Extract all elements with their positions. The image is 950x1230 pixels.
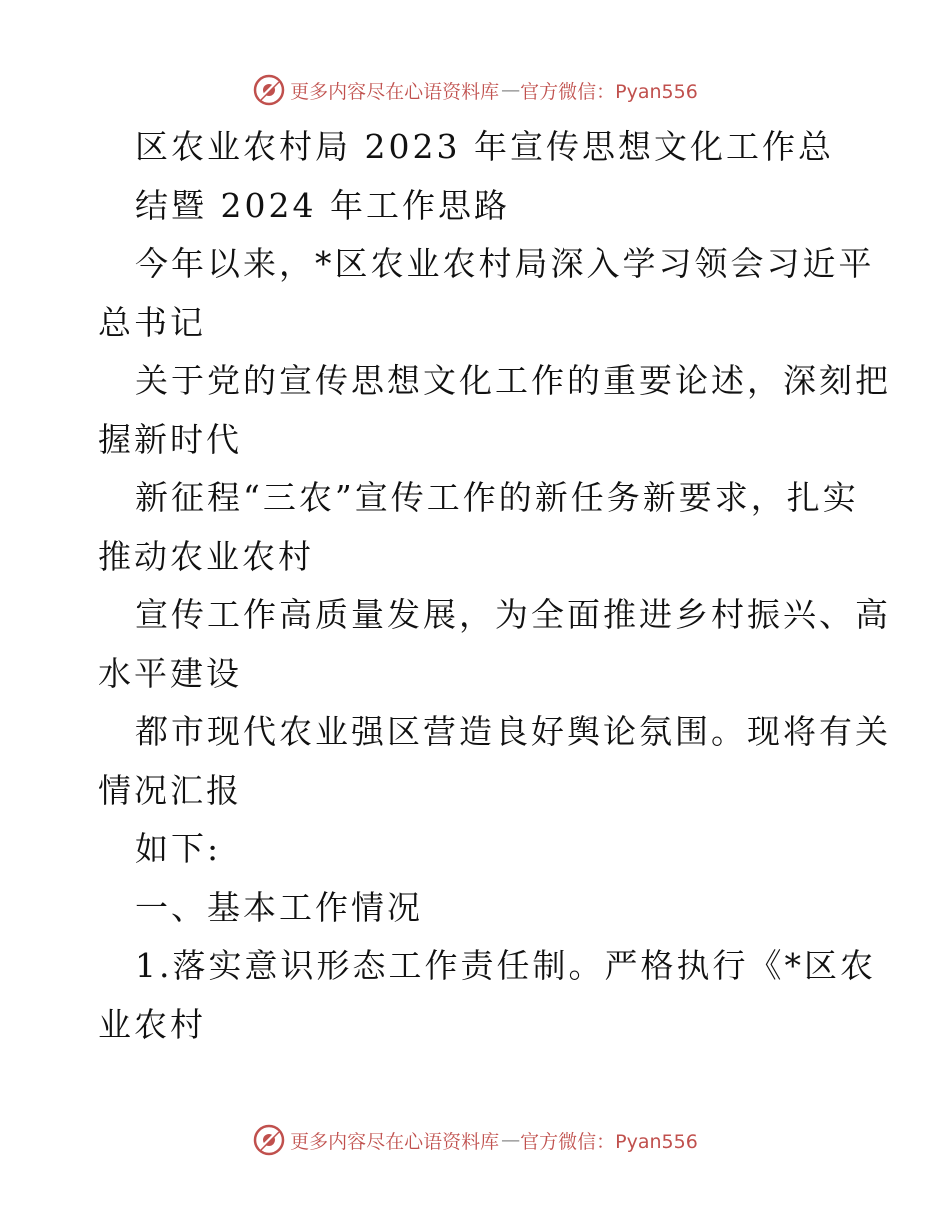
paragraph-line: 推动农业农村 (98, 536, 314, 576)
footer-watermark (0, 1120, 950, 1160)
watermark-wechat: 官方微信：Pyan556 (520, 1130, 698, 1153)
watermark-separator: — (501, 79, 521, 101)
section-heading: 一、基本工作情况 (135, 887, 423, 927)
watermark-logo-icon (252, 73, 286, 107)
watermark-text: 更多内容尽在心语资料库 (290, 80, 500, 103)
paragraph-line: 今年以来，*区农业农村局深入学习领会习近平 (135, 244, 875, 283)
paragraph-line: 宣传工作高质量发展，为全面推进乡村振兴、高 (135, 595, 891, 634)
paragraph-line: 情况汇报 (98, 770, 242, 810)
paragraph-line: 水平建设 (98, 653, 242, 693)
paragraph-line: 业农村 (98, 1004, 206, 1044)
watermark-logo-icon (252, 1123, 286, 1157)
paragraph-line: 新征程“三农”宣传工作的新任务新要求，扎实 (135, 478, 859, 517)
paragraph-line: 1.落实意识形态工作责任制。严格执行《*区农 (135, 946, 876, 985)
paragraph-line: 都市现代农业强区营造良好舆论氛围。现将有关 (135, 712, 891, 751)
paragraph-line: 握新时代 (98, 419, 242, 459)
watermark-wechat: 官方微信：Pyan556 (520, 80, 698, 103)
title-line-1: 区农业农村局 2023 年宣传思想文化工作总 (135, 127, 834, 166)
header-watermark (0, 70, 950, 110)
document-body (98, 118, 891, 1054)
title-line-2: 结暨 2024 年工作思路 (135, 185, 510, 225)
paragraph-line: 如下: (135, 829, 222, 868)
paragraph-line: 关于党的宣传思想文化工作的重要论述，深刻把 (135, 361, 891, 400)
watermark-text: 更多内容尽在心语资料库 (290, 1130, 500, 1153)
watermark-separator: — (501, 1129, 521, 1151)
paragraph-line: 总书记 (98, 302, 206, 342)
